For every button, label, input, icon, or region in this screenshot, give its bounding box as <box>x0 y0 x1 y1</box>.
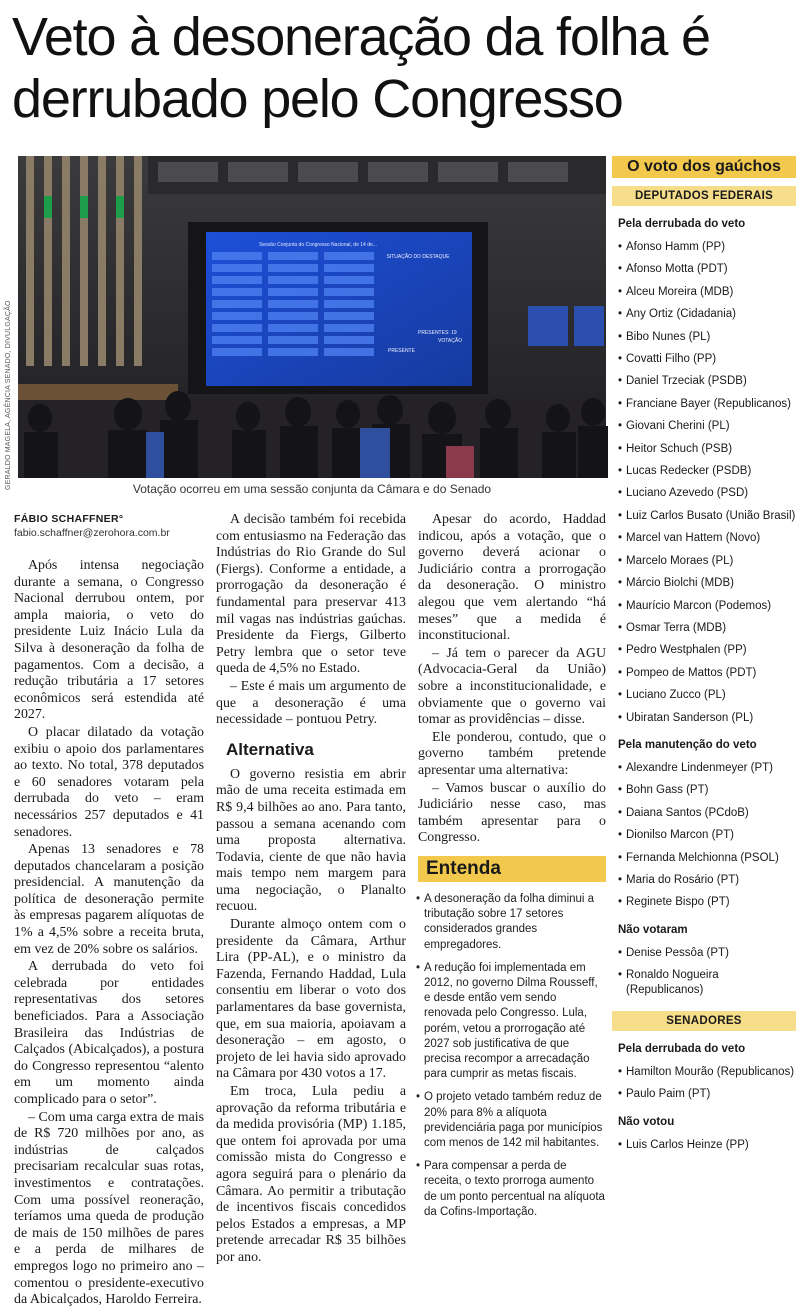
senadores-naovotou-list <box>618 1138 796 1152</box>
deputados-naovotaram-list <box>618 946 796 997</box>
list-item: • Fernanda Melchionna (PSOL) <box>618 851 796 865</box>
entenda-title: Entenda <box>418 856 606 882</box>
byline: FÁBIO SCHAFFNER° <box>14 513 124 525</box>
list-item: • Reginete Bispo (PT) <box>618 895 796 909</box>
news-photo <box>18 156 606 478</box>
list-item: • Denise Pessôa (PT) <box>618 946 796 960</box>
paragraph: Durante almoço ontem com o presidente da Câmara, Arthur Lira (PP-AL), e o ministro da Fazenda, Fernando Haddad, Lula consentiu em liberar o voto dos parlamentares da base governista, que, em sua maioria, apoiavam a desoneração – em agosto, o projeto de lei havia sido aprovado na Câmara por 430 votos a 17. <box>216 917 406 1082</box>
vote-sidebar <box>612 156 796 1166</box>
list-item: • Any Ortiz (Cidadania) <box>618 307 796 321</box>
paragraph: Apesar do acordo, Haddad indicou, após a votação, que o governo deverá acionar o Judiciário contra a prorrogação da desoneração. O ministro alegou que vem alertando “há meses” que a medida é inconstitucional. <box>418 512 606 644</box>
list-item: • Márcio Biolchi (MDB) <box>618 576 796 590</box>
list-item: • Luciano Azevedo (PSD) <box>618 486 796 500</box>
list-item: • Luiz Carlos Busato (União Brasil) <box>618 509 796 523</box>
board-presents: PRESENTES: 19 <box>418 330 457 336</box>
list-item: • Pompeo de Mattos (PDT) <box>618 666 796 680</box>
sidebar-title: O voto dos gaúchos <box>612 156 796 178</box>
list-item: • O projeto vetado também reduz de 20% para 8% a alíquota previdenciária paga por municípios com menos de 142 mil habitantes. <box>418 1090 606 1151</box>
photo-credit: GERALDO MAGELA, AGÊNCIA SENADO, DIVULGAÇÃO <box>5 300 12 490</box>
paragraph: – Este é mais um argumento de que a desoneração é uma necessidade – pontuou Petry. <box>216 678 406 728</box>
senadores-label: SENADORES <box>612 1011 796 1031</box>
senadores-derrubada-list <box>618 1065 796 1102</box>
deputados-derrubada-list <box>618 240 796 725</box>
paragraph: O placar dilatado da votação exibiu o apoio dos parlamentares ao texto. No total, 378 deputados e 60 senadores votaram pela derrubada do veto – eram necessários 257 deputados e 41 senadores. <box>14 724 204 840</box>
list-item: • Giovani Cherini (PL) <box>618 419 796 433</box>
board-status: VOTAÇÃO <box>438 338 463 344</box>
list-item: • Marcel van Hattem (Novo) <box>618 531 796 545</box>
list-item: • Hamilton Mourão (Republicanos) <box>618 1065 796 1079</box>
board-summary: SITUAÇÃO DO DESTAQUE <box>386 254 450 260</box>
author-email[interactable]: fabio.schaffner@zerohora.com.br <box>14 527 170 539</box>
board-title: Sessão Conjunta do Congresso Nacional, de 14 de... <box>259 242 377 248</box>
list-item: • Bibo Nunes (PL) <box>618 330 796 344</box>
paragraph: – Com uma carga extra de mais de R$ 720 milhões por ano, as indústrias de calçados precisariam recalcular suas rotas, investimentos e contratações. Com uma possível reoneração, teríamos uma queda de produção de mais de 150 milhões de pares e a perda de milhares de empregos logo no primeiro ano – comentou o presidente-executivo da Abicalçados, Haroldo Ferreira. <box>14 1109 204 1308</box>
group-label: Não votou <box>618 1115 675 1128</box>
subheading: Alternativa <box>226 739 314 759</box>
plenary-illustration <box>18 156 606 478</box>
list-item: • A desoneração da folha diminui a tributação sobre 17 setores considerados grandes empregadores. <box>418 892 606 953</box>
list-item: • Bohn Gass (PT) <box>618 783 796 797</box>
list-item: • Para compensar a perda de receita, o texto prorroga aumento de um ponto percentual na alíquota da Cofins-Importação. <box>418 1159 606 1220</box>
list-item: • Paulo Paim (PT) <box>618 1087 796 1101</box>
paragraph: A derrubada do veto foi celebrada por entidades representativas dos setores beneficiados. Para a Associação Brasileira das Indústrias de Calçados (Abicalçados), a postura do Congresso representou “alento em um momento ainda complicado para o setor”. <box>14 959 204 1107</box>
article-column-2 <box>216 512 406 1268</box>
list-item: • Dionilso Marcon (PT) <box>618 828 796 842</box>
list-item: • Osmar Terra (MDB) <box>618 621 796 635</box>
entenda-box <box>418 856 606 1228</box>
group-label: Pela manutenção do veto <box>618 738 757 751</box>
list-item: • Pedro Westphalen (PP) <box>618 643 796 657</box>
list-item: • Maria do Rosário (PT) <box>618 873 796 887</box>
deputados-label: DEPUTADOS FEDERAIS <box>612 186 796 206</box>
list-item: • Alceu Moreira (MDB) <box>618 285 796 299</box>
group-label: Não votaram <box>618 923 688 936</box>
list-item: • Daniel Trzeciak (PSDB) <box>618 374 796 388</box>
paragraph: A decisão também foi recebida com entusiasmo na Federação das Indústrias do Rio Grande do Sul (Fiergs). Conforme a entidade, a prorrogação da desoneração é fundamental para preservar 413 mil vagas nas indústrias gaúchas. Presidente da Fiergs, Gilberto Petry lembra que o setor teve queda de 4,5% no Estado. <box>216 512 406 677</box>
list-item: • Luciano Zucco (PL) <box>618 688 796 702</box>
article-column-1 <box>14 512 204 1310</box>
list-item: • Ubiratan Sanderson (PL) <box>618 711 796 725</box>
list-item: • A redução foi implementada em 2012, no governo Dilma Rousseff, e desde então vem sendo renovada pelo Congresso. Lula, porém, vetou a prorrogação até 2027 sob justificativa de que precisa recompor a arrecadação para cumprir as metas fiscais. <box>418 961 606 1083</box>
board-present: PRESENTE <box>388 348 415 354</box>
paragraph: O governo resistia em abrir mão de uma receita estimada em R$ 9,4 bilhões ao ano. Para tanto, passou a semana acenando com uma proposta alternativa. Todavia, ciente de que não havia mais tempo nem margem para uma negociação, o Planalto recuou. <box>216 766 406 915</box>
paragraph: Em troca, Lula pediu a aprovação da reforma tributária e da medida provisória (MP) 1.185, que ontem foi aprovada por uma comissão mista do Congresso e agora seguirá para o plenário da Câmara. Ao permitir a tributação de incentivos fiscais concedidos pelos Estados a empresas, a MP pretende arrecadar R$ 35 bilhões por ano. <box>216 1084 406 1265</box>
list-item: • Heitor Schuch (PSB) <box>618 442 796 456</box>
paragraph: – Vamos buscar o auxílio do Judiciário nesse caso, mas também apresentar para o Congresso. <box>418 780 606 846</box>
list-item: • Ronaldo Nogueira (Republicanos) <box>618 968 796 997</box>
list-item: • Maurício Marcon (Podemos) <box>618 599 796 613</box>
entenda-list <box>418 892 606 1220</box>
list-item: • Afonso Motta (PDT) <box>618 262 796 276</box>
paragraph: Após intensa negociação durante a semana, o Congresso Nacional derrubou ontem, por ampla maioria, o veto do presidente Luiz Inácio Lula da Silva à desoneração da folha de pagamentos. Com a decisão, a redução tributária a 17 setores econômicos será estendida até 2027. <box>14 558 204 723</box>
photo-caption: Votação ocorreu em uma sessão conjunta da Câmara e do Senado <box>132 482 492 496</box>
list-item: • Luis Carlos Heinze (PP) <box>618 1138 796 1152</box>
article-column-3 <box>418 512 606 875</box>
list-item: • Alexandre Lindenmeyer (PT) <box>618 761 796 775</box>
headline: Veto à desoneração da folha é derrubado pelo Congresso <box>12 7 710 129</box>
paragraph: Apenas 13 senadores e 78 deputados chancelaram a posição presidencial. A manutenção da política de desoneração permite às empresas pagarem alíquotas de 1% a 4,5% sobre a receita bruta, em vez de 20% sobre os salários. <box>14 842 204 957</box>
deputados-manutencao-list <box>618 761 796 910</box>
paragraph: – Já tem o parecer da AGU (Advocacia-Geral da União) sobre a inconstitucionalidade, e obviamente que o governo vai tomar as providências – disse. <box>418 645 606 728</box>
list-item: • Franciane Bayer (Republicanos) <box>618 397 796 411</box>
list-item: • Afonso Hamm (PP) <box>618 240 796 254</box>
group-label: Pela derrubada do veto <box>618 218 746 230</box>
list-item: • Daiana Santos (PCdoB) <box>618 806 796 820</box>
paragraph: Ele ponderou, contudo, que o governo também pretende apresentar uma alternativa: <box>418 729 606 778</box>
group-label: Pela derrubada do veto <box>618 1043 746 1055</box>
list-item: • Covatti Filho (PP) <box>618 352 796 366</box>
list-item: • Marcelo Moraes (PL) <box>618 554 796 568</box>
list-item: • Lucas Redecker (PSDB) <box>618 464 796 478</box>
